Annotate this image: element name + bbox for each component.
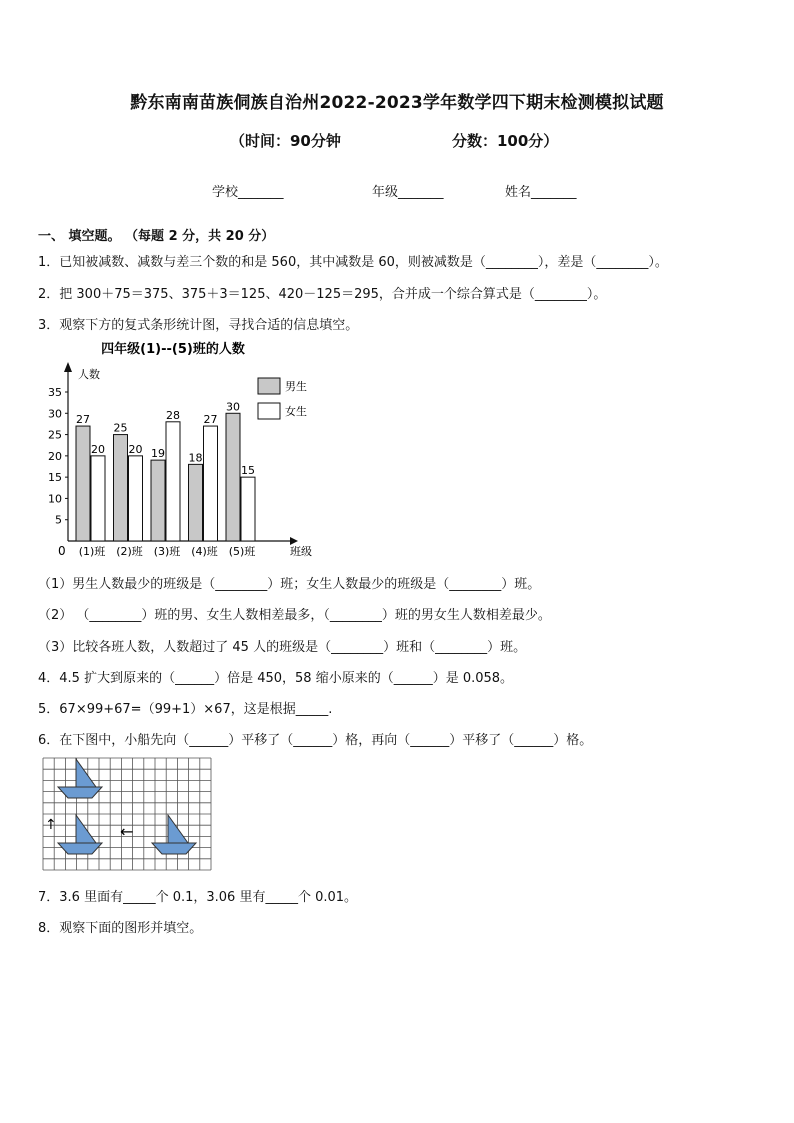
origin-label: 0 [58,544,66,558]
bar-female [166,422,180,541]
section-heading: 一、 填空题。 （每题 2 分，共 20 分） [38,229,275,244]
x-tick-label: (3)班 [153,545,181,558]
bar-female [91,456,105,541]
x-tick-label: (1)班 [78,545,106,558]
question-5: 5．67×99+67=（99+1）×67，这是根据_____. [38,702,333,717]
bar-value-label: 27 [203,413,218,427]
bar-value-label: 27 [76,413,90,427]
bar-value-label: 28 [166,408,180,422]
bar-female [241,477,255,541]
arrow-up-icon: ↑ [45,817,57,833]
bar-value-label: 20 [128,442,143,456]
question-3-1: （1）男生人数最少的班级是（________）班；女生人数最少的班级是（________）班。 [38,577,541,592]
boat-middle-hull [58,843,102,854]
y-tick-label: 10 [48,492,62,506]
bar-male [226,413,240,541]
y-tick-label: 15 [48,471,62,485]
x-tick-label: (2)班 [116,545,143,558]
y-axis-arrow [64,362,72,372]
legend-swatch [258,403,280,419]
question-1: 1．已知被减数、减数与差三个数的和是 560，其中减数是 60，则被减数是（________），差是（________）。 [38,255,668,270]
x-tick-label: (5)班 [228,545,256,558]
chart-title: 四年级(1)--(5)班的人数 [101,342,245,357]
question-8: 8．观察下面的图形并填空。 [38,921,203,936]
bar-female [129,456,143,541]
total-score: 分数：100分） [452,132,559,150]
legend-label: 女生 [285,405,307,418]
bar-value-label: 25 [113,421,128,435]
y-tick-label: 30 [48,407,62,421]
bar-male [114,435,128,541]
bar-female [204,426,218,541]
bar-value-label: 30 [226,400,240,414]
school-field[interactable]: 学校_______ [212,185,284,200]
question-7: 7．3.6 里面有_____个 0.1，3.06 里有_____个 0.01。 [38,890,358,905]
boat-right-sail [168,815,188,843]
y-tick-label: 5 [55,513,62,527]
boat-top-sail [76,759,96,787]
bar-male [189,464,203,541]
page-title: 黔东南南苗族侗族自治州2022-2023学年数学四下期末检测模拟试题 [130,93,664,113]
question-3-3: （3）比较各班人数，人数超过了 45 人的班级是（________）班和（________）班。 [38,640,527,655]
boat-top-hull [58,787,102,798]
x-tick-label: (4)班 [191,545,218,558]
grade-field[interactable]: 年级_______ [372,185,444,200]
y-tick-label: 25 [48,428,62,442]
bar-value-label: 18 [188,451,203,465]
bar-value-label: 20 [91,442,105,456]
x-axis-arrow [290,537,298,545]
time-limit: （时间：90分钟 [230,132,341,150]
boat-middle-sail [76,815,96,843]
arrow-left-icon: ← [120,822,134,841]
translation-grid-figure [42,757,212,871]
x-axis-label: 班级 [290,545,312,558]
bar-value-label: 19 [151,447,165,461]
y-axis-label: 人数 [78,368,100,381]
bar-male [151,460,165,541]
legend-label: 男生 [285,380,307,393]
boat-right-hull [152,843,196,854]
question-4: 4．4.5 扩大到原来的（______）倍是 450，58 缩小原来的（______）是 0.058。 [38,671,514,686]
bar-value-label: 15 [241,464,255,478]
y-tick-label: 20 [48,449,62,463]
legend-swatch [258,378,280,394]
y-tick-label: 35 [48,386,62,399]
question-3-2: （2） （________）班的男、女生人数相差最多，（________）班的男女生人数相差最少。 [38,608,551,623]
bar-male [76,426,90,541]
boat-middle [58,815,102,854]
bar-chart [38,336,312,566]
boat-right [152,815,196,854]
question-3: 3．观察下方的复式条形统计图，寻找合适的信息填空。 [38,318,359,333]
name-field[interactable]: 姓名_______ [505,185,577,200]
question-6: 6．在下图中，小船先向（______）平移了（______）格，再向（______）平移了（______）格。 [38,733,593,748]
question-2: 2．把 300＋75＝375、375＋3＝125、420－125＝295，合并成一个综合算式是（________）。 [38,287,607,302]
boat-top [58,759,102,798]
